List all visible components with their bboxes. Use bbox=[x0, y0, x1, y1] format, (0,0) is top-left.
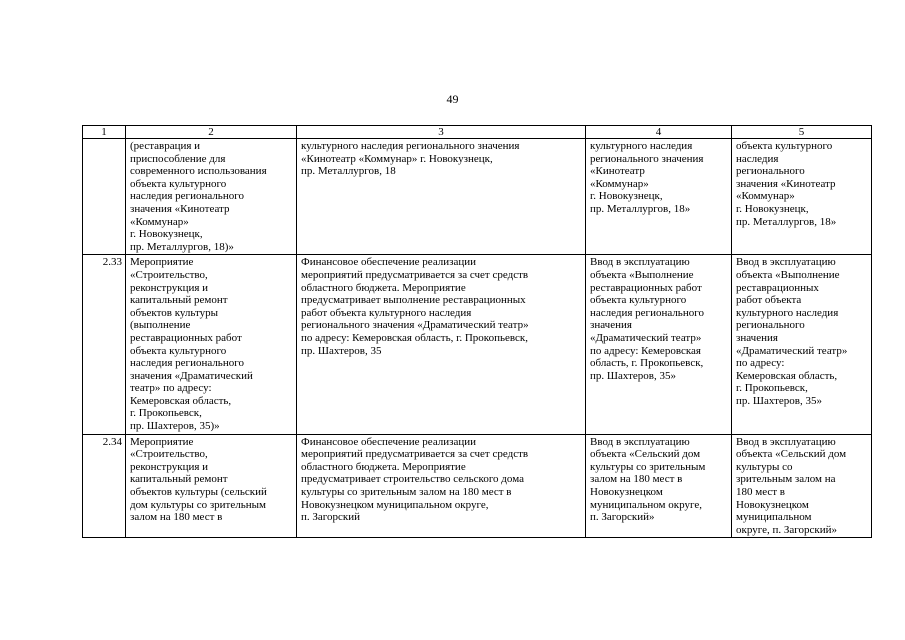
header-row bbox=[83, 126, 872, 139]
measure-result: культурного наследия регионального значения «Кинотеатр «Коммунар» г. Новокузнецк, пр. Металлургов, 18» bbox=[586, 139, 732, 255]
measure-description: Финансовое обеспечение реализации мероприятий предусматривается за счет средств областного бюджета. Мероприятие предусматривает выполнение реставрационных работ объекта культурного наследия регионального значения «Драматический театр» по адресу: Кемеровская область, г. Прокопьевск, пр. Шахтеров, 35 bbox=[297, 255, 586, 434]
measures-table bbox=[82, 125, 872, 538]
measure-result: Ввод в эксплуатацию объекта «Выполнение реставрационных работ объекта культурного наследия регионального значения «Драматический театр» по адресу: Кемеровская область, г. Прокопьевск, пр. Шахтеров, 35» bbox=[586, 255, 732, 434]
header-col-3: 3 bbox=[297, 126, 586, 139]
table-row bbox=[83, 139, 872, 255]
row-number bbox=[83, 139, 126, 255]
measure-name: Мероприятие «Строительство, реконструкция и капитальный ремонт объектов культуры (сельский дом культуры со зрительным залом на 180 мест в bbox=[126, 434, 297, 538]
table-row bbox=[83, 255, 872, 434]
header-col-2: 2 bbox=[126, 126, 297, 139]
measure-description: культурного наследия регионального значения «Кинотеатр «Коммунар» г. Новокузнецк, пр. Металлургов, 18 bbox=[297, 139, 586, 255]
measure-indicator: Ввод в эксплуатацию объекта «Выполнение реставрационных работ объекта культурного наследия регионального значения «Драматический театр» по адресу: Кемеровская область, г. Прокопьевск, пр. Шахтеров, 35» bbox=[732, 255, 872, 434]
measure-indicator: объекта культурного наследия регионального значения «Кинотеатр «Коммунар» г. Новокузнецк, пр. Металлургов, 18» bbox=[732, 139, 872, 255]
table-row bbox=[83, 434, 872, 538]
header-col-1: 1 bbox=[83, 126, 126, 139]
measure-name: (реставрация и приспособление для современного использования объекта культурного наследия регионального значения «Кинотеатр «Коммунар» г. Новокузнецк, пр. Металлургов, 18)» bbox=[126, 139, 297, 255]
measure-indicator: Ввод в эксплуатацию объекта «Сельский дом культуры со зрительным залом на 180 мест в Новокузнецком муниципальном округе, п. Загорский» bbox=[732, 434, 872, 538]
page-number: 49 bbox=[446, 92, 459, 106]
row-number: 2.33 bbox=[83, 255, 126, 434]
header-col-4: 4 bbox=[586, 126, 732, 139]
header-col-5: 5 bbox=[732, 126, 872, 139]
row-number: 2.34 bbox=[83, 434, 126, 538]
measure-result: Ввод в эксплуатацию объекта «Сельский дом культуры со зрительным залом на 180 мест в Новокузнецком муниципальном округе, п. Загорский» bbox=[586, 434, 732, 538]
measure-name: Мероприятие «Строительство, реконструкция и капитальный ремонт объектов культуры (выполнение реставрационных работ объекта культурного наследия регионального значения «Драматический театр» по адресу: Кемеровская область, г. Прокопьевск, пр. Шахтеров, 35)» bbox=[126, 255, 297, 434]
measure-description: Финансовое обеспечение реализации мероприятий предусматривается за счет средств областного бюджета. Мероприятие предусматривает строительство сельского дома культуры со зрительным залом на 180 мест в Новокузнецком муниципальном округе, п. Загорский bbox=[297, 434, 586, 538]
